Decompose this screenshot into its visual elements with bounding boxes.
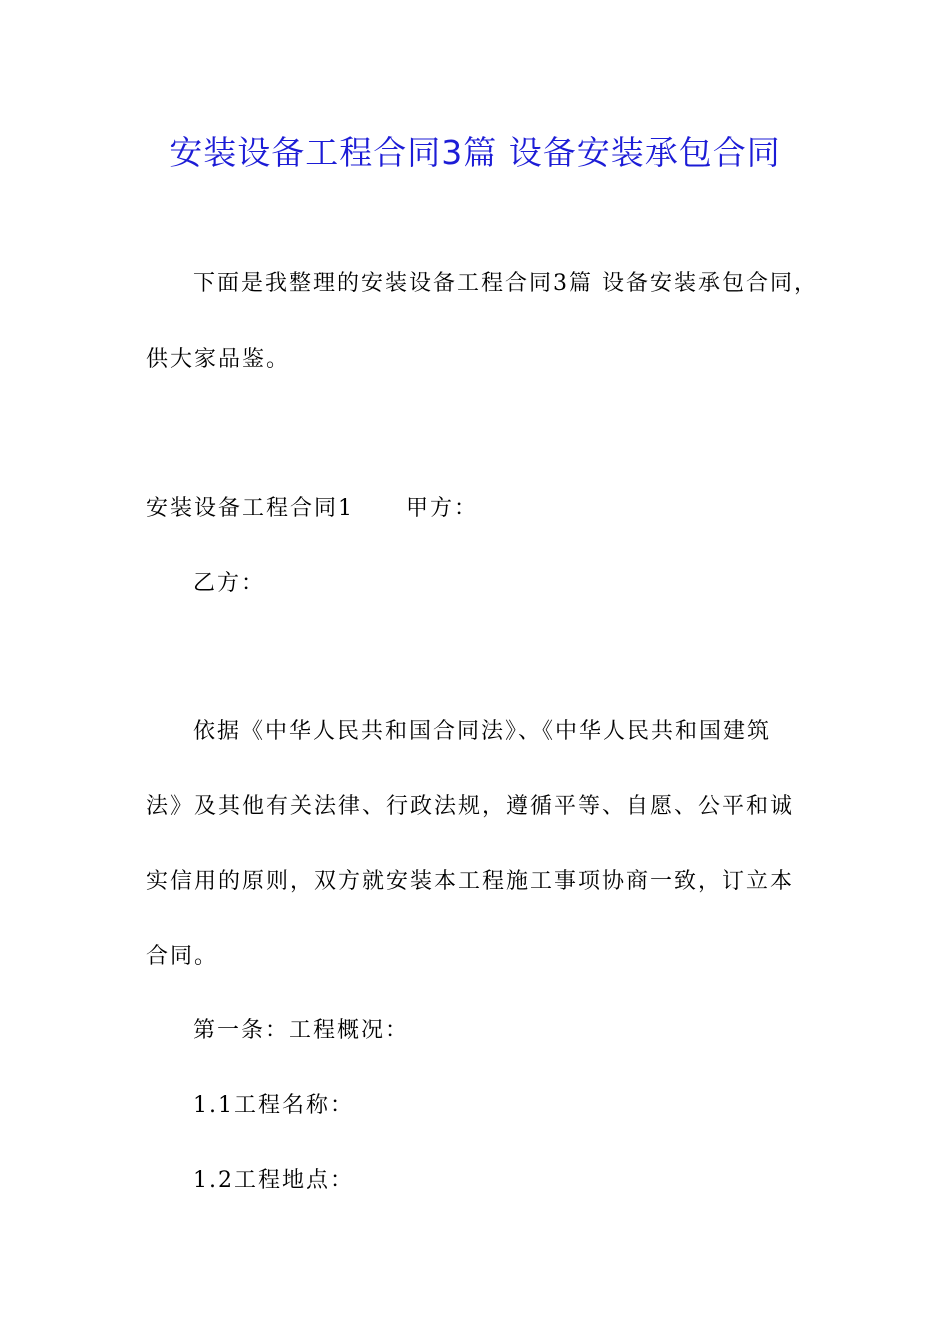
article-1-heading: 第一条：工程概况： — [193, 1018, 410, 1043]
preamble-line-3: 实信用的原则，双方就安装本工程施工事项协商一致，订立本 — [146, 869, 795, 894]
document-title: 安装设备工程合同3篇 设备安装承包合同 — [169, 133, 781, 172]
party-b-label: 乙方： — [193, 571, 266, 596]
intro-line-1: 下面是我整理的安装设备工程合同3篇 设备安装承包合同， — [193, 271, 818, 296]
intro-line-2: 供大家品鉴。 — [146, 347, 291, 372]
article-1-item-1-2: 1.2工程地点： — [193, 1168, 354, 1193]
preamble-line-4: 合同。 — [146, 944, 219, 969]
preamble-line-1: 依据《中华人民共和国合同法》、《中华人民共和国建筑 — [193, 719, 772, 744]
contract-heading: 安装设备工程合同1 — [146, 496, 354, 521]
article-1-item-1-1: 1.1工程名称： — [193, 1093, 354, 1118]
party-a-label: 甲方： — [406, 496, 479, 521]
contract-heading-row — [146, 493, 478, 525]
preamble-line-2: 法》及其他有关法律、行政法规，遵循平等、自愿、公平和诚 — [146, 794, 795, 819]
